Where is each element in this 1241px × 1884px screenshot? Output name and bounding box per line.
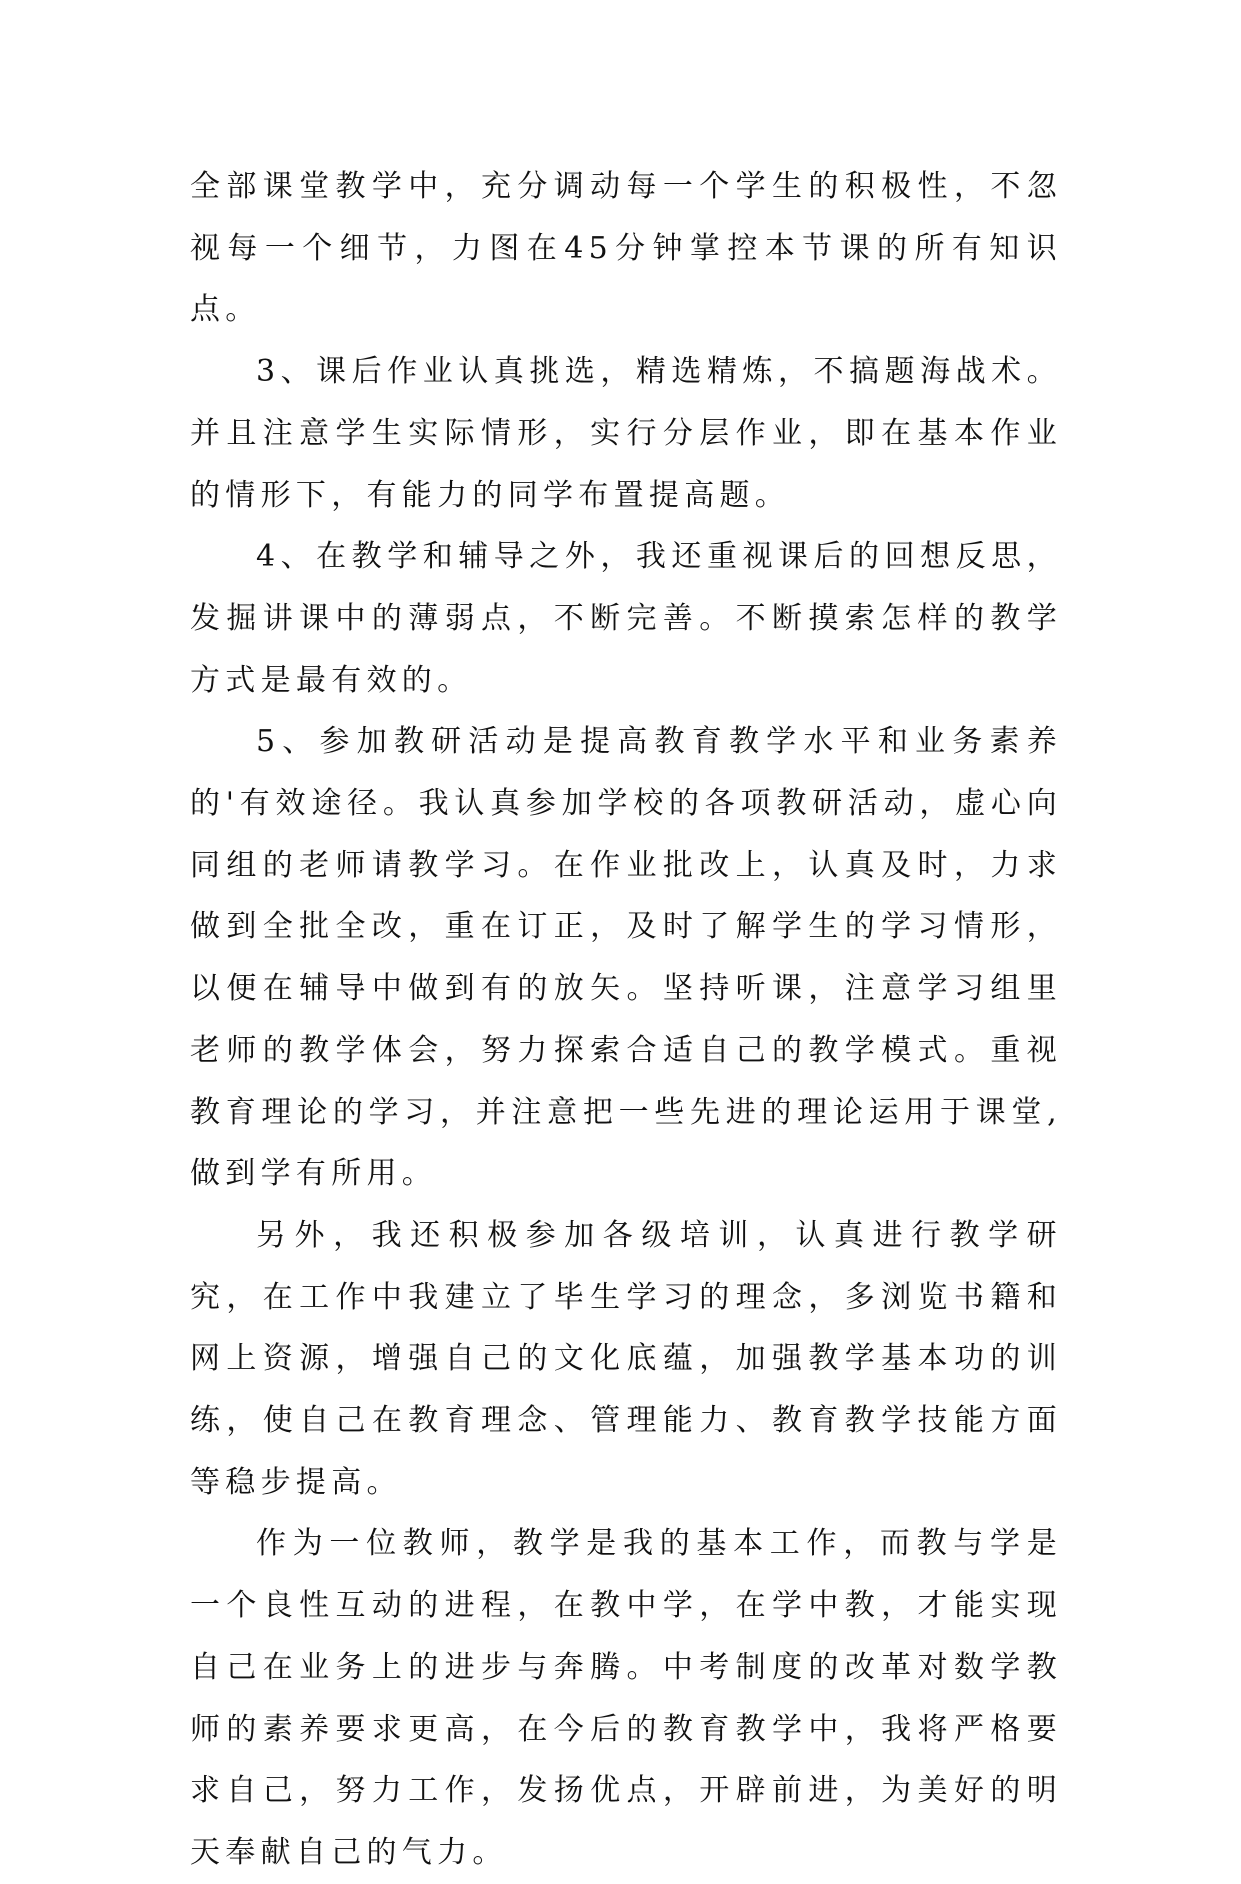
paragraph-continuation: 全部课堂教学中，充分调动每一个学生的积极性，不忽视每一个细节，力图在45分钟掌控本节课的所有知识点。 <box>190 169 1062 328</box>
paragraph-training: 另外，我还积极参加各级培训，认真进行教学研究，在工作中我建立了毕生学习的理念，多浏览书籍和网上资源，增强自己的文化底蕴，加强教学基本功的训练，使自己在教育理念、管理能力、教育教学技能方面等稳步提高。 <box>190 1217 1062 1500</box>
paragraph-item-3: 3、课后作业认真挑选，精选精炼，不搞题海战术。并且注意学生实际情形，实行分层作业，即在基本作业的情形下，有能力的同学布置提高题。 <box>190 354 1062 513</box>
paragraph-item-5: 5、参加教研活动是提高教育教学水平和业务素养的'有效途径。我认真参加学校的各项教研活动，虚心向同组的老师请教学习。在作业批改上，认真及时，力求做到全批全改，重在订正，及时了解学生的学习情形，以便在辅导中做到有的放矢。坚持听课，注意学习组里老师的教学体会，努力探索合适自己的教学模式。重视教育理论的学习，并注意把一些先进的理论运用于课堂,做到学有所用。 <box>190 724 1062 1192</box>
paragraph-item-4: 4、在教学和辅导之外，我还重视课后的回想反思，发掘讲课中的薄弱点，不断完善。不断摸索怎样的教学方式是最有效的。 <box>190 539 1062 698</box>
document-body <box>190 156 1062 1884</box>
paragraph-conclusion: 作为一位教师，教学是我的基本工作，而教与学是一个良性互动的进程，在教中学，在学中教，才能实现自己在业务上的进步与奔腾。中考制度的改革对数学教师的素养要求更高，在今后的教育教学中，我将严格要求自己，努力工作，发扬优点，开辟前进，为美好的明天奉献自己的气力。 <box>190 1526 1062 1870</box>
